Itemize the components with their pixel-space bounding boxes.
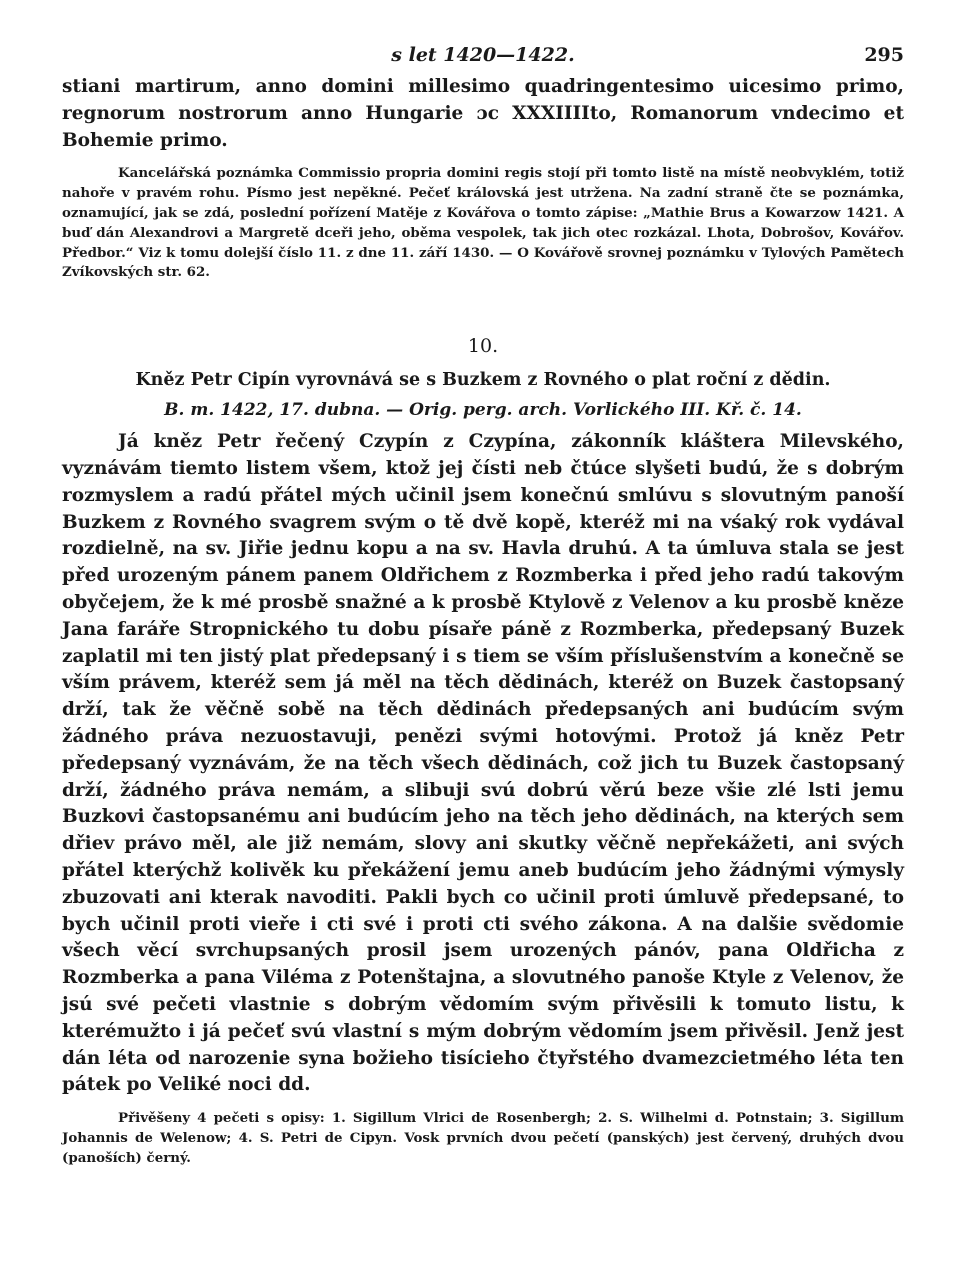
- seal-note: Přivěšeny 4 pečeti s opisy: 1. Sigillum Vlrici de Rosenbergh; 2. S. Wilhelmi d. Potnstain; 3. Sigillum Johannis de Welenow; 4. S. Petri de Cipyn. Vosk prvních dvou pečetí (panských) jest červený, druhých dvou (panoších) černý.: [62, 1110, 904, 1166]
- intro-paragraph: stiani martirum, anno domini millesimo quadringentesimo uicesimo primo, regnorum nostrorum anno Hungarie ɔc XXXIIIIto, Romanorum vndecimo et Bohemie primo.: [62, 76, 904, 151]
- document-number: 10.: [467, 335, 499, 358]
- running-title: s let 1420—1422.: [391, 44, 575, 66]
- document-title: Kněz Petr Cipín vyrovnává se s Buzkem z Rovného o plat roční z dědin.: [135, 370, 831, 391]
- page-header: [62, 40, 904, 74]
- chancery-note: Kancelářská poznámka Commissio propria domini regis stojí při tomto listě na místě neobvyklém, totiž nahoře v pravém rohu. Písmo jest nepěkné. Pečeť královská jest utržena. Na zadní straně čte se poznámka, oznamující, jak se zdá, poslední pořízení Matěje z Kovářova o tomto zápise: „Mathie Brus a Kowarzow 1421. A buď dán Alexandrovi a Margretě dceři jeho, oběma vespolek, tak jich otec rozkázal. Lhota, Dobrošov, Kovářov. Předbor.“ Viz k tomu dolejší číslo 11. z dne 11. září 1430. — O Kovářově srovnej poznámku v Tylových Pamětech Zvíkovských str. 62.: [62, 165, 904, 281]
- document-body: Já kněz Petr řečený Czypín z Czypína, zákonník kláštera Milevského, vyznávám tiemto listem všem, ktož jej čísti neb čtúce slyšeti budú, že s dobrým rozmyslem a radú přátel mých učinil jsem konečnú smlúvu s slovutným panoší Buzkem z Rovného svagrem svým o tě dvě kopě, kteréž mi na vśaký rok vydával rozdielně, na sv. Jiřie jednu kopu a na sv. Havla druhú. A ta úmluva stala se jest před urozeným pánem panem Oldřichem z Rozmberka i před jeho radú takovým obyčejem, že k mé prosbě snažné a k prosbě Ktylově z Velenov a ku prosbě kněze Jana faráře Stropnického tu dobu písaře páně z Rozmberka, předepsaný Buzek zaplatil mi ten jistý plat předepsaný i s tiem se vším příslušenstvím a konečně se vším právem, kteréž sem já měl na těch dědinách, kteréž on Buzek častopsaný drží, tak že věčně sobě na těch dědinách předepsaných ani budúcím svým žádného práva nezuostavuji, penězi svými hotovými. Protož já kněz Petr předepsaný vyznávám, že na těch všech dědinách, což jich tu Buzek častopsaný drží, žádného práva nemám, a slibuji svú dobrú věrú beze všie zlé lsti jemu Buzkovi častopsanému ani budúcím jeho na těch jeho dědinách, na kterých sem dřiev právo měl, ale již nemám, slovy ani skutky věčně nepřekážeti, ani svých přátel kterýchž kolivěk ku překážení jemu aneb budúcím jeho žádnými výmysly zbuzovati ani kterak navoditi. Pakli bych co učinil proti úmluvě předepsané, to bych učinil proti vieře i cti své i proti cti svého zákona. A na dalšie svědomie všech věcí svrchupsaných prosil jsem urozených pánóv, pana Oldřicha z Rozmberka a pana Viléma z Potenštajna, a slovutného panoše Ktyle z Velenov, že jsú své pečeti vlastnie s dobrým vědomím svým přivěsili k tomuto listu, k kterémužto i já pečeť svú vlastní s mým dobrým vědomím jsem přivěsil. Jenž jest dán léta od narozenie syna božieho tisícieho čtyřstého dvamezcietmého léta ten pátek po Veliké noci dd.: [62, 431, 904, 1096]
- page-number: 295: [864, 44, 904, 66]
- document-source: B. m. 1422, 17. dubna. — Orig. perg. arch. Vorlického III. Kř. č. 14.: [164, 400, 802, 421]
